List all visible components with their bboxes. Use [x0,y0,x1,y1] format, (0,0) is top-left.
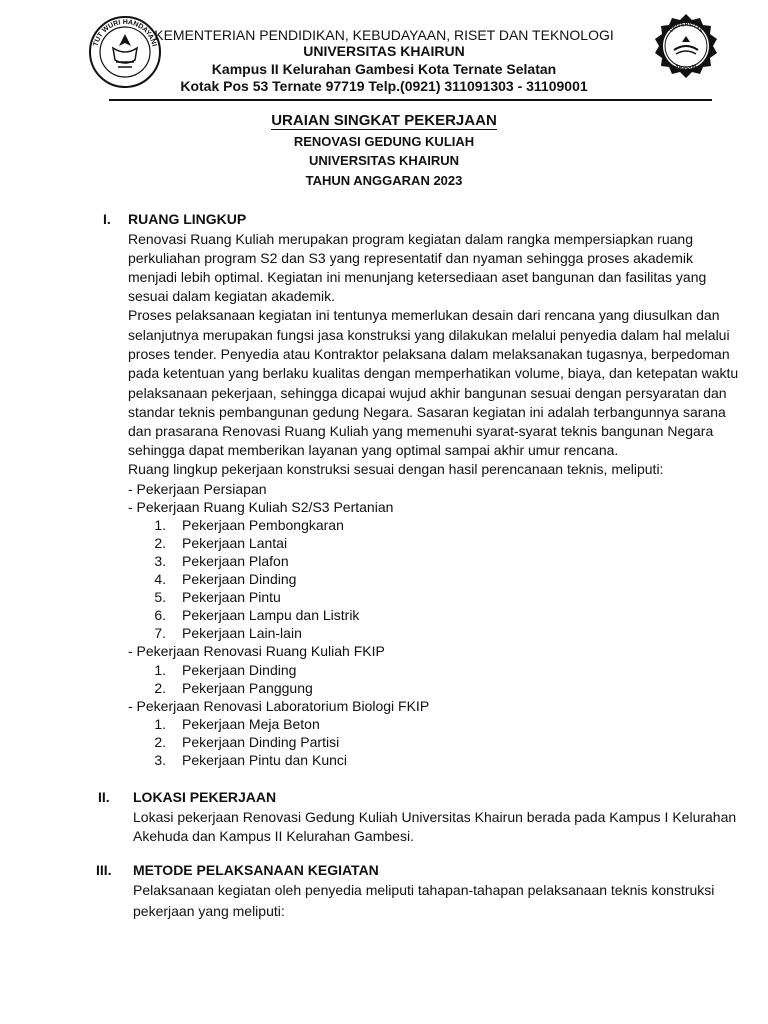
title-line-4: TAHUN ANGGARAN 2023 [305,173,463,188]
s1-intro: Ruang lingkup pekerjaan konstruksi sesuai dengan hasil perencanaan teknis, meliputi: [128,461,664,477]
s3-line: Pelaksanaan kegiatan oleh penyedia meliputi tahapan-tahapan pelaksanaan teknis konstruksi [133,882,715,898]
header-campus: Kampus II Kelurahan Gambesi Kota Ternate Selatan [211,61,557,77]
list-number: 2. [154,680,166,696]
s1-para2-line: Proses pelaksanaan kegiatan ini tentunya memerlukan desain dari rencana yang diusulkan dan [128,307,720,323]
s1-para2-line: dan prasarana Renovasi Ruang Kuliah yang memenuhi syarat-syarat teknis bangunan Negara [128,423,714,439]
title-line-3: UNIVERSITAS KHAIRUN [309,153,459,168]
list-number: 2. [154,535,166,551]
s1-para1-line: perkuliahan program S2 dan S3 yang representatif dan nyaman sehingga proses akademik [128,250,694,266]
s1-para2-line: sehingga dapat memberikan layanan yang optimal sampai akhir umur rencana. [128,442,619,458]
section-2-title: LOKASI PEKERJAAN [133,789,277,805]
header-contact: Kotak Pos 53 Ternate 97719 Telp.(0921) 311091303 - 31109001 [180,78,588,94]
letterhead-divider [109,99,712,101]
list-number: 7. [154,625,166,641]
group-label: - Pekerjaan Ruang Kuliah S2/S3 Pertanian [128,499,394,515]
s3-line: pekerjaan yang meliputi: [133,903,285,919]
ministry-logo-text: TUT WURI HANDAYANI [92,18,158,48]
list-item: Pekerjaan Dinding [182,662,297,678]
s1-para2-line: pelaksanaan pekerjaan, sehingga dicapai wujud akhir bangunan sesuai dengan persyaratan dan [128,385,727,401]
list-number: 5. [154,589,166,605]
title-line-2: RENOVASI GEDUNG KULIAH [293,134,475,149]
list-item: Pekerjaan Lain-lain [182,625,302,641]
list-item: Pekerjaan Lampu dan Listrik [182,607,360,623]
s1-para1-line: sesuai dalam kegiatan akademik. [128,288,336,304]
section-1-title: RUANG LINGKUP [128,211,247,227]
list-item: Pekerjaan Dinding [182,571,297,587]
list-item: Pekerjaan Pintu dan Kunci [182,752,347,768]
list-number: 2. [154,734,166,750]
list-item: Pekerjaan Panggung [182,680,313,696]
list-number: 4. [154,571,166,587]
section-3-title: METODE PELAKSANAAN KEGIATAN [133,862,379,878]
list-number: 1. [154,662,166,678]
s1-para2-line: proses tender. Penyedia atau Kontraktor pelaksana dalam melaksanakan tugasnya, berpedoman [128,346,730,362]
s1-para2-line: standar teknis pembangunan gedung Negara. Sasaran kegiatan ini adalah terbangunnya sarana [128,404,726,420]
page-title: URAIAN SINGKAT PEKERJAAN [271,112,497,129]
s1-para2-line: selanjutnya merupakan fungsi jasa konstruksi yang dilakukan melalui penyedia dalam hal melalui [128,327,730,343]
list-item: Pekerjaan Plafon [182,553,289,569]
university-logo-text-top: UNIVERSITAS [668,21,704,35]
s1-para2-line: pada ketentuan yang berlaku kualitas dengan memperhatikan volume, biaya, dan ketepatan waktu [128,365,739,381]
list-number: 6. [154,607,166,623]
s1-para1-line: Renovasi Ruang Kuliah merupakan program kegiatan dalam rangka mempersiapkan ruang [128,231,693,247]
list-item: Pekerjaan Pintu [182,589,281,605]
group-label: - Pekerjaan Renovasi Ruang Kuliah FKIP [128,643,385,659]
university-logo [652,12,720,80]
s2-line: Lokasi pekerjaan Renovasi Gedung Kuliah Universitas Khairun berada pada Kampus I Kelurahan [133,809,737,825]
list-item: Pekerjaan Lantai [182,535,288,551]
s2-line: Akehuda dan Kampus II Kelurahan Gambesi. [133,828,414,844]
list-item: Pekerjaan Dinding Partisi [182,734,340,750]
s1-para1-line: menjadi lebih optimal. Kegiatan ini menunjang ketersediaan aset bangunan dan fasilitas yang [128,269,707,285]
list-item: Pekerjaan Meja Beton [182,716,320,732]
section-2-number: II. [98,789,110,805]
section-1-number: I. [103,211,111,227]
header-ministry: KEMENTERIAN PENDIDIKAN, KEBUDAYAAN, RISET DAN TEKNOLOGI [154,27,614,43]
list-number: 1. [154,517,166,533]
list-number: 3. [154,752,166,768]
group-label: - Pekerjaan Renovasi Laboratorium Biologi FKIP [128,698,430,714]
list-number: 1. [154,716,166,732]
list-item: Pekerjaan Pembongkaran [182,517,344,533]
university-logo-text-bottom: KHAIRUN [674,63,698,73]
list-number: 3. [154,553,166,569]
header-university: UNIVERSITAS KHAIRUN [303,43,465,59]
group-label: - Pekerjaan Persiapan [128,481,267,497]
section-3-number: III. [96,862,112,878]
